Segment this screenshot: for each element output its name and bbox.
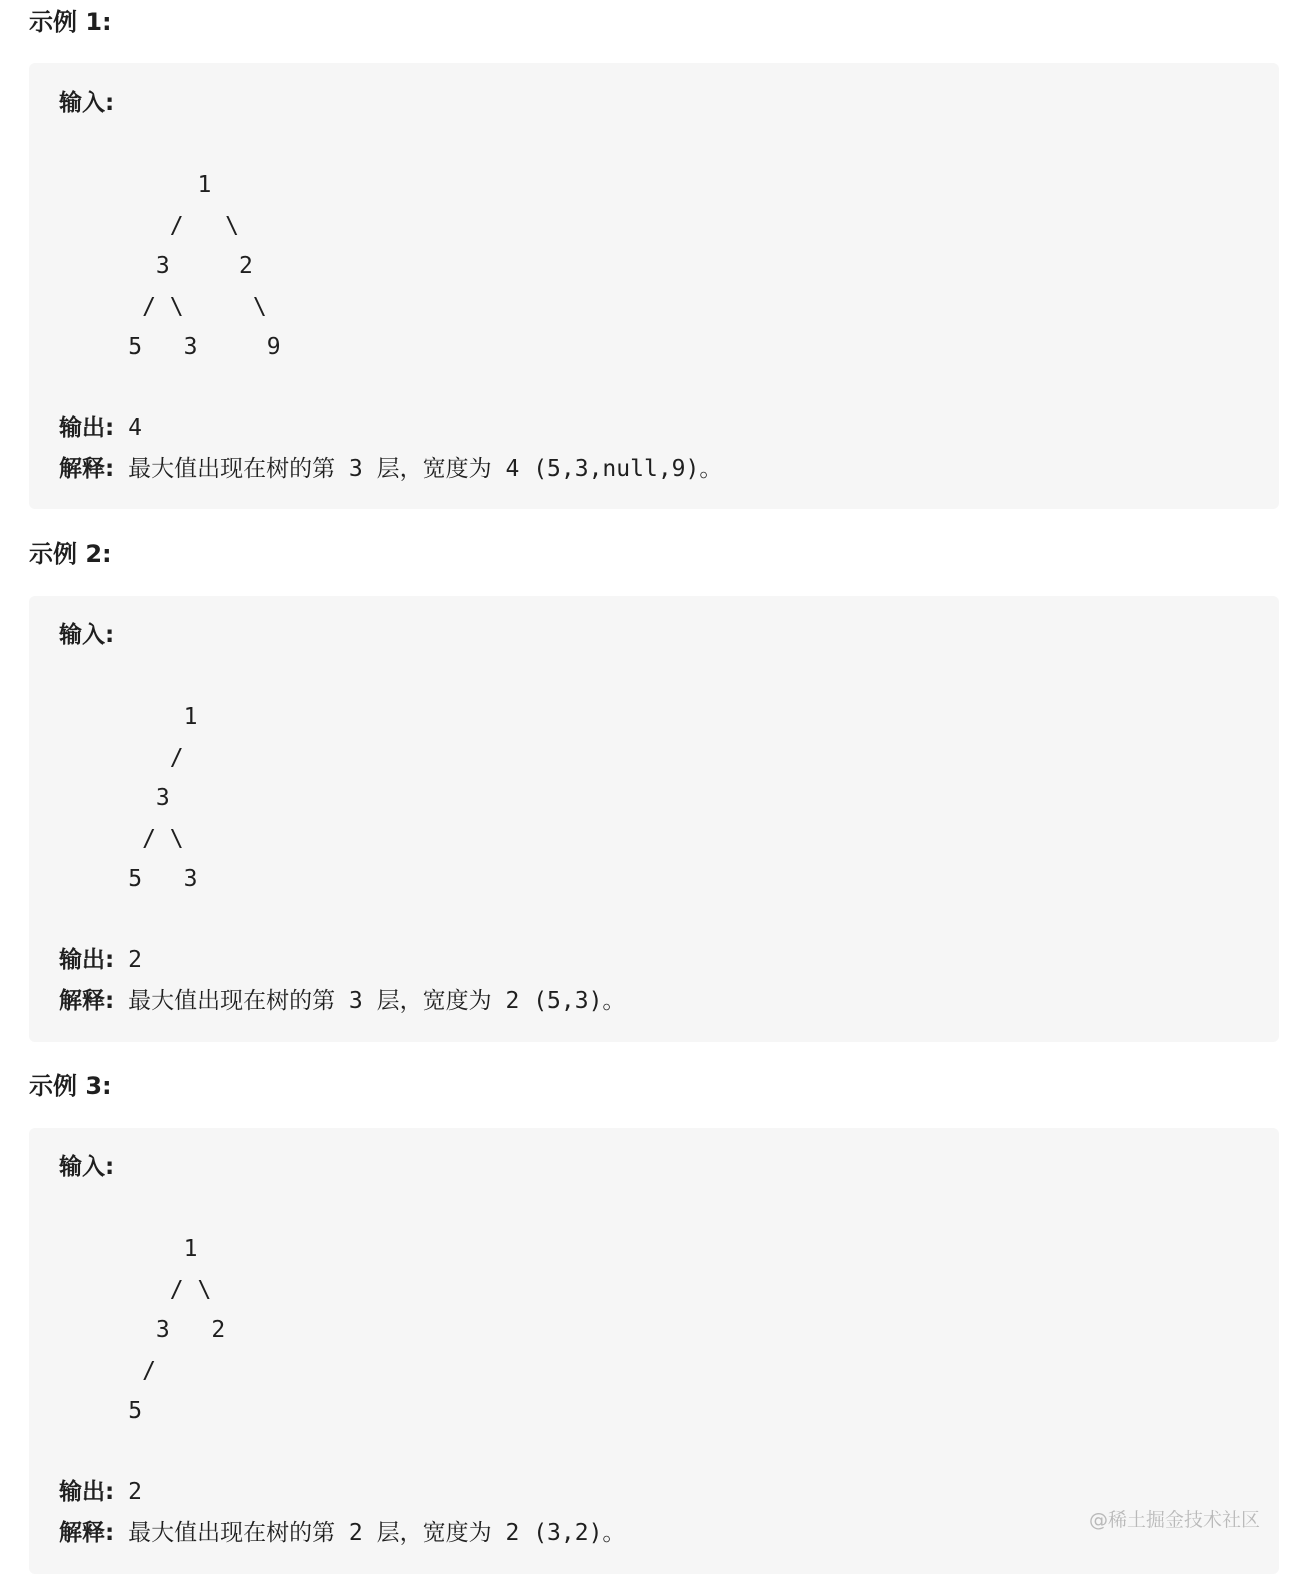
input-label: 输入:: [59, 1154, 115, 1180]
output-value: 2: [128, 1479, 142, 1505]
output-label: 输出:: [59, 415, 115, 441]
example-2-code-block: [29, 596, 1279, 1042]
tree-line: 3 2: [59, 1317, 226, 1343]
example-2-heading: 示例 2:: [29, 540, 112, 568]
input-label: 输入:: [59, 622, 115, 648]
site-watermark: @稀土掘金技术社区: [1088, 1509, 1260, 1531]
explanation-line: 解释: 最大值出现在树的第 2 层，宽度为 2 (3,2)。: [59, 1520, 626, 1546]
explanation-line: 解释: 最大值出现在树的第 3 层，宽度为 2 (5,3)。: [59, 988, 626, 1014]
tree-line: 1: [59, 172, 212, 198]
output-label: 输出:: [59, 947, 115, 973]
explain-label: 解释:: [59, 1520, 115, 1546]
output-line: [59, 945, 142, 975]
explain-label: 解释:: [59, 988, 115, 1014]
tree-line: / \: [59, 213, 240, 239]
tree-line: /: [59, 745, 184, 771]
tree-line: 1: [59, 704, 198, 730]
tree-line: 3 2: [59, 253, 253, 279]
output-line: [59, 1477, 142, 1507]
tree-line: /: [59, 1358, 156, 1384]
example-3-heading: 示例 3:: [29, 1072, 112, 1100]
tree-line: 5 3: [59, 866, 198, 892]
input-label: 输入:: [59, 90, 115, 116]
output-line: [59, 413, 142, 443]
tree-line: / \: [59, 826, 184, 852]
example-1-code-block: [29, 63, 1279, 509]
tree-line: 5 3 9: [59, 334, 281, 360]
explain-label: 解释:: [59, 456, 115, 482]
tree-line: / \: [59, 1277, 212, 1303]
tree-line: 3: [59, 785, 170, 811]
example-1-heading: 示例 1:: [29, 8, 112, 36]
tree-line: / \ \: [59, 294, 267, 320]
output-value: 2: [128, 947, 142, 973]
explanation-line: 解释: 最大值出现在树的第 3 层，宽度为 4 (5,3,null,9)。: [59, 456, 723, 482]
output-label: 输出:: [59, 1479, 115, 1505]
output-value: 4: [128, 415, 142, 441]
tree-line: 5: [59, 1398, 143, 1424]
tree-line: 1: [59, 1236, 198, 1262]
